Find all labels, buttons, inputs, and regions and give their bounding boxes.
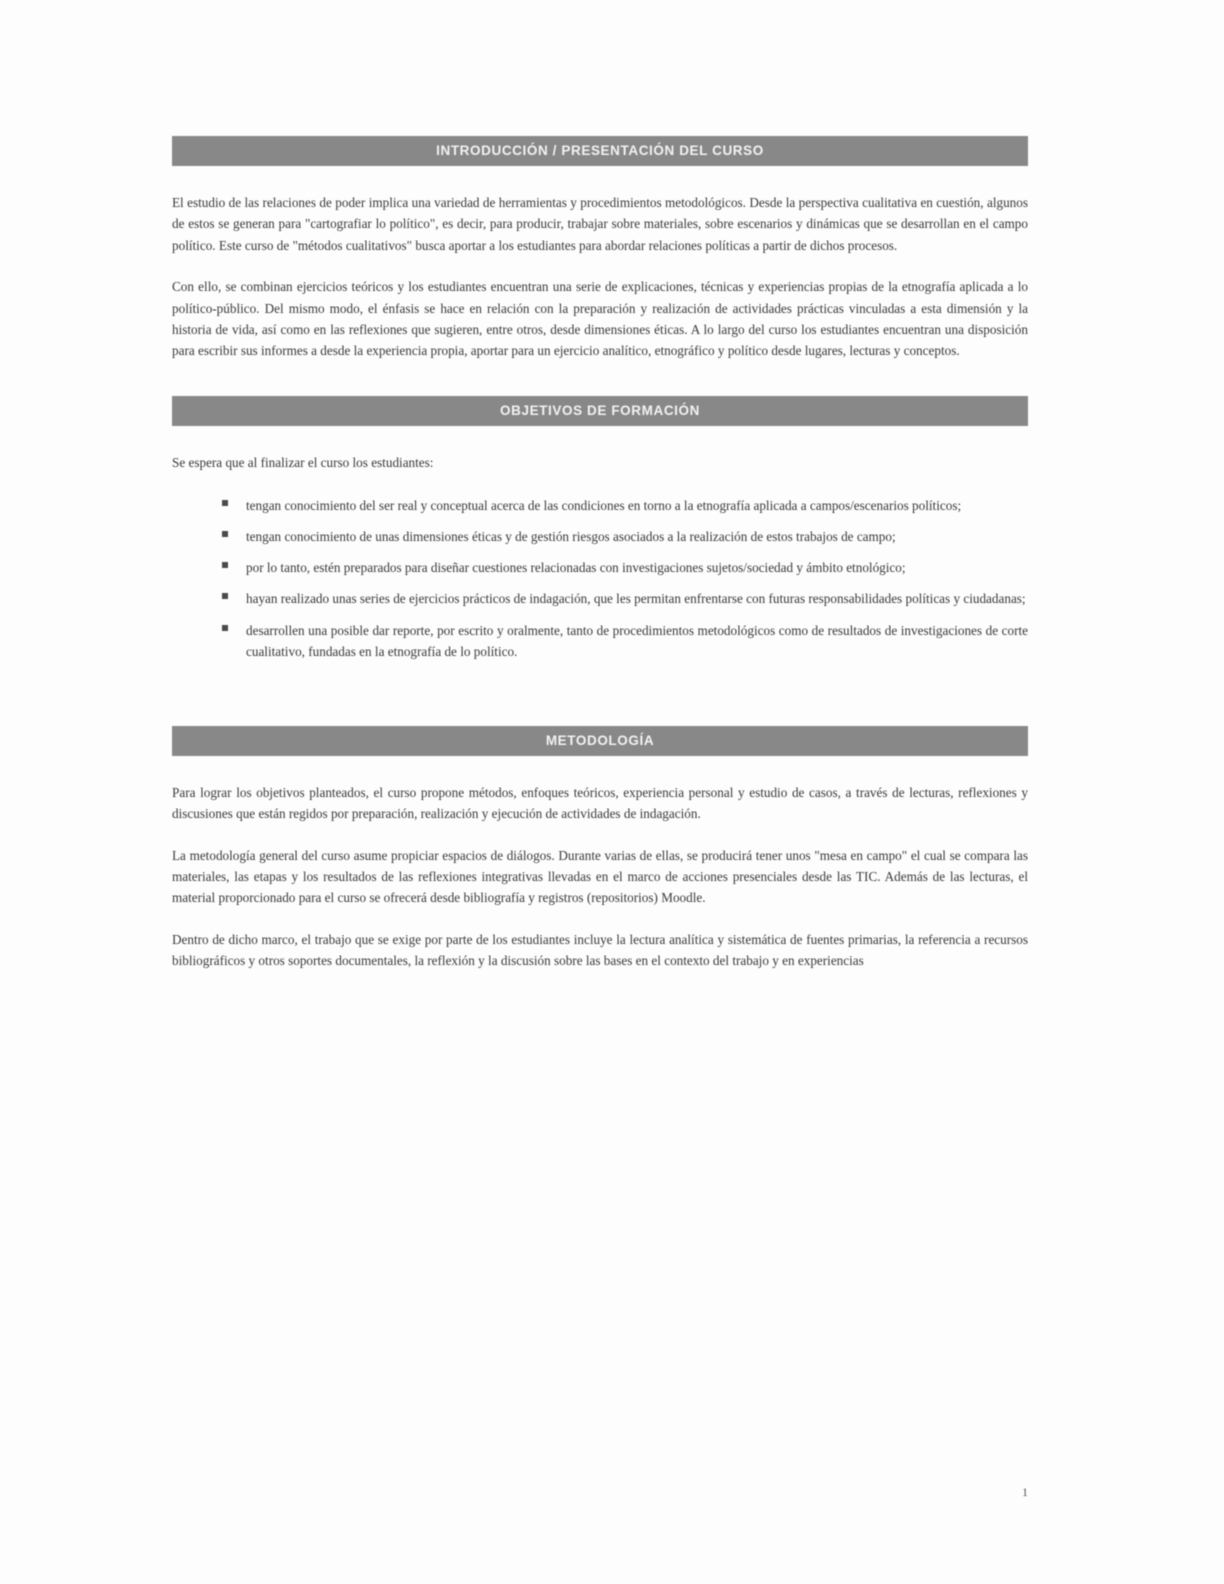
paragraph: Para lograr los objetivos planteados, el curso propone métodos, enfoques teóricos, experiencia personal y estudio de casos, a través de lecturas, reflexiones y discusiones que están regidos por preparación, realización y ejecución de actividades de indagación. [172, 784, 1028, 822]
objectives-list [172, 495, 1028, 662]
section-spacer [172, 672, 1028, 726]
list-item-text: tengan conocimiento de unas dimensiones éticas y de gestión riesgos asociados a la realización de estos trabajos de campo; [246, 529, 896, 545]
objectives-lead: Se espera que al finalizar el curso los estudiantes: [172, 454, 434, 470]
paragraph: El estudio de las relaciones de poder implica una variedad de herramientas y procedimientos metodológicos. Desde la perspectiva cualitativa en cuestión, algunos de estos se generan para "cartografiar lo político", es decir, para producir, trabajar sobre materiales, sobre escenarios y dinámicas que se desarrollan en el campo político. Este curso de "métodos cualitativos" busca aportar a los estudiantes para abordar relaciones políticas a partir de dichos procesos. [172, 195, 1028, 253]
paragraph: Con ello, se combinan ejercicios teóricos y los estudiantes encuentran una serie de explicaciones, técnicas y experiencias propias de la etnografía aplicada a lo político-público. Del mismo modo, el énfasis se hace en relación con la preparación y realización de actividades prácticas vinculadas a esta dimensión y la historia de vida, así como en las reflexiones que sugieren, entre otros, desde dimensiones éticas. A lo largo del curso los estudiantes encuentran una disposición para escribir sus informes a desde la experiencia propia, aportar para un ejercicio analítico, etnográfico y político desde lugares, lecturas y conceptos. [172, 279, 1028, 359]
list-item-text: por lo tanto, estén preparados para diseñar cuestiones relacionadas con investigaciones sujetos/sociedad y ámbito etnológico; [246, 560, 906, 576]
bullet-icon [222, 562, 228, 568]
document-content [172, 136, 1028, 991]
bullet-icon [222, 625, 228, 631]
bullet-icon [222, 531, 228, 537]
section-heading-objetivos: OBJETIVOS DE FORMACIÓN [172, 396, 1028, 426]
list-item [216, 495, 1028, 516]
bullet-icon [222, 593, 228, 599]
list-item-text: tengan conocimiento del ser real y conceptual acerca de las condiciones en torno a la etnografía aplicada a campos/escenarios políticos; [246, 498, 962, 513]
list-item-text: desarrollen una posible dar reporte, por escrito y oralmente, tanto de procedimientos metodológicos como de resultados de investigaciones de corte cualitativo, fundadas en la etnografía de lo político. [246, 622, 1028, 659]
list-item [216, 526, 1028, 547]
section-heading-introduccion: INTRODUCCIÓN / PRESENTACIÓN DEL CURSO [172, 136, 1028, 166]
paragraph: La metodología general del curso asume propiciar espacios de diálogos. Durante varias de ellas, se producirá tener unos "mesa en campo" el cual se compara las materiales, las etapas y los resultados de las reflexiones integrativas llevadas en el marco de acciones presenciales desde las TIC. Además de las lecturas, el material proporcionado para el curso se ofrecerá desde bibliografía y registros (repositorios) Moodle. [172, 847, 1028, 906]
paragraph: Dentro de dicho marco, el trabajo que se exige por parte de los estudiantes incluye la lectura analítica y sistemática de fuentes primarias, la referencia a recursos bibliográficos y otros soportes documentales, la reflexión y la discusión sobre las bases en el contexto del trabajo y en experiencias [172, 931, 1028, 968]
list-item [216, 588, 1028, 609]
list-item [216, 620, 1028, 662]
list-item-text: hayan realizado unas series de ejercicios prácticos de indagación, que les permitan enfrentarse con futuras responsabilidades políticas y ciudadanas; [246, 591, 1026, 607]
list-item [216, 557, 1028, 578]
page-number: 1 [1022, 1485, 1028, 1499]
section-heading-metodologia: METODOLOGÍA [172, 726, 1028, 756]
bullet-icon [222, 500, 228, 506]
